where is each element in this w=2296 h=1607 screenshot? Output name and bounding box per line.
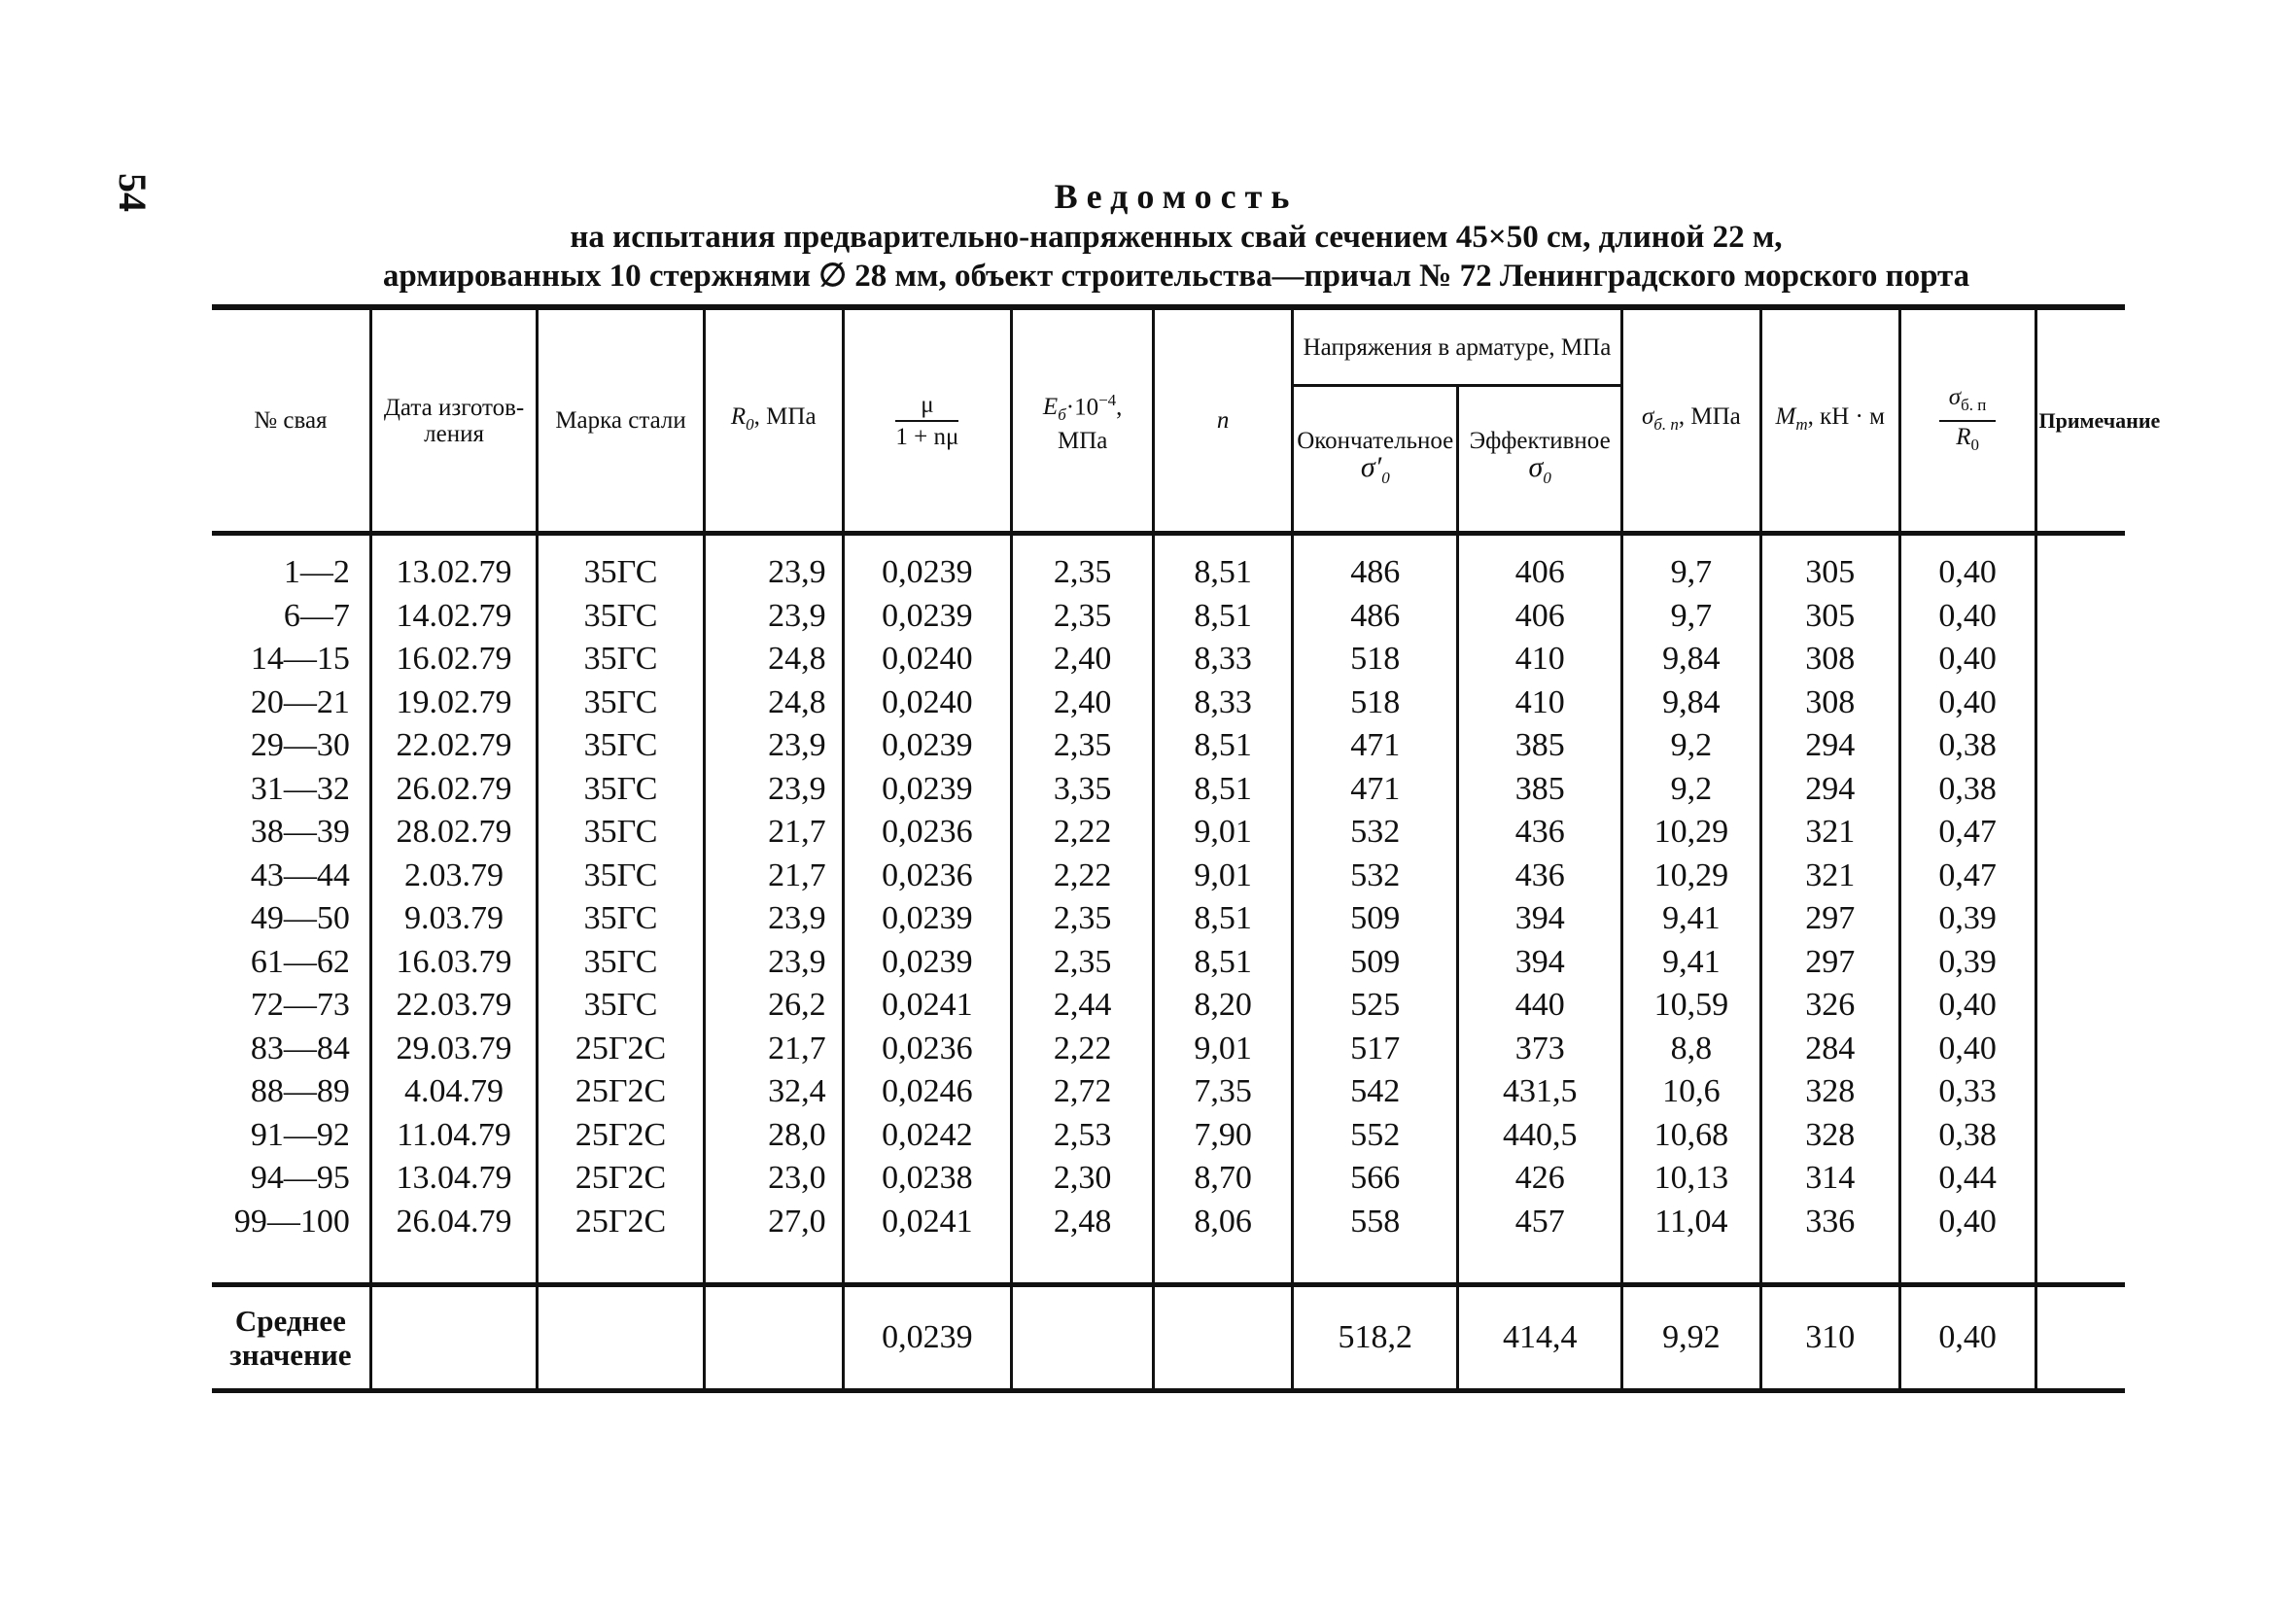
cell-eb: 2,40 [1012,638,1154,681]
cell-effective-stress: 394 [1458,941,1621,985]
cell-sigma-bp: 10,29 [1621,811,1760,855]
cell-sigma-bp: 10,59 [1621,984,1760,1028]
cell-n: 8,51 [1154,534,1293,595]
cell-effective-stress: 410 [1458,681,1621,725]
cell-date: 28.02.79 [370,811,537,855]
header-n: n [1154,307,1293,534]
cell-r0: 24,8 [704,681,843,725]
cell-steel-grade: 35ГС [538,941,704,985]
cell-eb: 2,44 [1012,984,1154,1028]
header-note: Примечание [2035,307,2125,534]
title-block [214,175,2139,296]
cell-effective-stress: 410 [1458,638,1621,681]
cell-eb: 2,40 [1012,681,1154,725]
cell-r0: 21,7 [704,855,843,898]
table-row [212,681,2125,725]
summary-date-cell [370,1285,537,1391]
cell-eb: 2,53 [1012,1114,1154,1158]
cell-eb: 2,22 [1012,855,1154,898]
cell-mt: 305 [1760,595,1899,639]
cell-mu-ratio: 0,0240 [843,638,1012,681]
cell-pile-no: 6—7 [283,597,350,634]
cell-ratio: 0,39 [1899,941,2035,985]
cell-note [2035,1070,2125,1114]
cell-eb: 2,30 [1012,1157,1154,1201]
cell-sigma-bp: 9,7 [1621,595,1760,639]
cell-eb: 2,35 [1012,941,1154,985]
cell-date: 22.03.79 [370,984,537,1028]
cell-note [2035,811,2125,855]
cell-r0: 23,9 [704,595,843,639]
cell-note [2035,1028,2125,1071]
cell-note [2035,897,2125,941]
cell-note [2035,941,2125,985]
document-subtitle-line-1: на испытания предварительно-напряженных свай сечением 45×50 см, длиной 22 м, [570,220,1783,255]
cell-mt: 294 [1760,724,1899,768]
summary-section [212,1285,2125,1391]
cell-ratio: 0,47 [1899,855,2035,898]
cell-final-stress: 509 [1293,941,1458,985]
cell-ratio: 0,40 [1899,1028,2035,1071]
cell-eb: 2,35 [1012,897,1154,941]
summary-eb-cell [1012,1285,1154,1391]
cell-final-stress: 471 [1293,724,1458,768]
cell-final-stress: 518 [1293,681,1458,725]
cell-n: 8,51 [1154,941,1293,985]
table-header [212,307,2161,534]
document-subtitle-line-2: армированных 10 стержнями ∅ 28 мм, объект строительства—причал № 72 Ленинградского морского порта [382,259,1970,294]
table-row [212,855,2125,898]
header-effective-stress: Эффективное $\sigma_0$ [1458,386,1621,534]
cell-eb: 2,22 [1012,1028,1154,1071]
cell-date: 19.02.79 [370,681,537,725]
cell-date: 26.02.79 [370,768,537,812]
cell-eb: 2,35 [1012,724,1154,768]
cell-pile-no: 38—39 [250,814,350,851]
cell-mu-ratio: 0,0236 [843,855,1012,898]
cell-effective-stress: 440,5 [1458,1114,1621,1158]
cell-date: 16.02.79 [370,638,537,681]
cell-mu-ratio: 0,0240 [843,681,1012,725]
cell-r0: 32,4 [704,1070,843,1114]
cell-ratio: 0,39 [1899,897,2035,941]
cell-pile-no: 61—62 [250,943,350,980]
cell-mt: 305 [1760,534,1899,595]
cell-eb: 2,72 [1012,1070,1154,1114]
cell-final-stress: 509 [1293,897,1458,941]
cell-mt: 314 [1760,1157,1899,1201]
summary-label: Среднее значение [212,1285,370,1391]
cell-date: 29.03.79 [370,1028,537,1071]
cell-date: 11.04.79 [370,1114,537,1158]
cell-mt: 336 [1760,1201,1899,1285]
cell-date: 13.02.79 [370,534,537,595]
cell-steel-grade: 25Г2С [538,1201,704,1285]
cell-final-stress: 518 [1293,638,1458,681]
cell-eb: 2,22 [1012,811,1154,855]
pile-test-table-container [212,304,2161,1393]
cell-effective-stress: 385 [1458,724,1621,768]
cell-ratio: 0,40 [1899,984,2035,1028]
cell-date: 9.03.79 [370,897,537,941]
cell-n: 7,35 [1154,1070,1293,1114]
cell-sigma-bp: 9,84 [1621,638,1760,681]
cell-sigma-bp: 9,41 [1621,897,1760,941]
cell-mt: 328 [1760,1070,1899,1114]
cell-r0: 23,0 [704,1157,843,1201]
cell-n: 9,01 [1154,1028,1293,1071]
header-steel-grade: Марка стали [538,307,704,534]
cell-pile-no: 20—21 [250,683,350,720]
cell-n: 8,70 [1154,1157,1293,1201]
cell-steel-grade: 35ГС [538,724,704,768]
cell-mt: 308 [1760,681,1899,725]
cell-effective-stress: 373 [1458,1028,1621,1071]
cell-date: 2.03.79 [370,855,537,898]
cell-pile-no: 31—32 [250,770,350,807]
cell-steel-grade: 35ГС [538,595,704,639]
header-ratio: $\frac{\sigma_{б. п}}{R_0}$ [1899,307,2035,534]
cell-effective-stress: 394 [1458,897,1621,941]
cell-sigma-bp: 9,41 [1621,941,1760,985]
cell-eb: 2,35 [1012,534,1154,595]
cell-steel-grade: 35ГС [538,638,704,681]
cell-mt: 284 [1760,1028,1899,1071]
table-row [212,941,2125,985]
cell-ratio: 0,40 [1899,681,2035,725]
header-r0: $R_0$, МПа [704,307,843,534]
cell-sigma-bp: 9,2 [1621,724,1760,768]
cell-final-stress: 517 [1293,1028,1458,1071]
cell-ratio: 0,40 [1899,638,2035,681]
cell-effective-stress: 440 [1458,984,1621,1028]
header-stress-group: Напряжения в арматуре, МПа [1293,307,1622,386]
cell-effective-stress: 406 [1458,534,1621,595]
cell-r0: 21,7 [704,811,843,855]
cell-r0: 23,9 [704,941,843,985]
cell-r0: 24,8 [704,638,843,681]
table-row [212,811,2125,855]
cell-mu-ratio: 0,0238 [843,1157,1012,1201]
cell-sigma-bp: 9,2 [1621,768,1760,812]
cell-r0: 27,0 [704,1201,843,1285]
table-row [212,595,2125,639]
cell-pile-no: 99—100 [233,1203,350,1240]
cell-steel-grade: 35ГС [538,897,704,941]
cell-steel-grade: 35ГС [538,855,704,898]
cell-pile-no: 14—15 [250,641,350,678]
table-row [212,534,2125,595]
cell-note [2035,724,2125,768]
pile-test-table [212,304,2161,1393]
cell-eb: 2,35 [1012,595,1154,639]
header-sigma-bp: $\sigma_{б. п}$, МПа [1621,307,1760,534]
summary-note-cell [2035,1285,2125,1391]
cell-sigma-bp: 10,68 [1621,1114,1760,1158]
cell-sigma-bp: 10,6 [1621,1070,1760,1114]
cell-mt: 328 [1760,1114,1899,1158]
cell-n: 8,51 [1154,768,1293,812]
cell-final-stress: 542 [1293,1070,1458,1114]
cell-r0: 23,9 [704,768,843,812]
cell-mt: 308 [1760,638,1899,681]
table-row [212,1114,2125,1158]
cell-sigma-bp: 9,7 [1621,534,1760,595]
cell-n: 8,33 [1154,638,1293,681]
cell-final-stress: 558 [1293,1201,1458,1285]
cell-sigma-bp: 10,29 [1621,855,1760,898]
cell-mu-ratio: 0,0236 [843,811,1012,855]
cell-note [2035,768,2125,812]
cell-final-stress: 486 [1293,534,1458,595]
cell-note [2035,855,2125,898]
cell-n: 9,01 [1154,855,1293,898]
page-number: 54 [111,173,155,212]
cell-date: 16.03.79 [370,941,537,985]
cell-ratio: 0,38 [1899,1114,2035,1158]
cell-note [2035,595,2125,639]
cell-effective-stress: 426 [1458,1157,1621,1201]
cell-mt: 321 [1760,855,1899,898]
cell-n: 7,90 [1154,1114,1293,1158]
cell-r0: 26,2 [704,984,843,1028]
cell-mt: 297 [1760,941,1899,985]
cell-r0: 23,9 [704,897,843,941]
cell-final-stress: 532 [1293,811,1458,855]
header-mu-ratio: $\frac{\mu}{1 + n\mu}$ [843,307,1012,534]
summary-effective: 414,4 [1458,1285,1621,1391]
header-date: Дата изготов-ления [370,307,537,534]
cell-pile-no: 83—84 [250,1030,350,1066]
cell-n: 8,20 [1154,984,1293,1028]
cell-effective-stress: 436 [1458,811,1621,855]
cell-final-stress: 471 [1293,768,1458,812]
cell-sigma-bp: 10,13 [1621,1157,1760,1201]
cell-steel-grade: 35ГС [538,768,704,812]
cell-pile-no: 94—95 [250,1160,350,1197]
cell-pile-no: 29—30 [250,727,350,764]
cell-ratio: 0,38 [1899,768,2035,812]
table-body [212,534,2125,1285]
header-mt: $M_т$, кН · м [1760,307,1899,534]
cell-steel-grade: 25Г2С [538,1114,704,1158]
table-row [212,768,2125,812]
table-row [212,1201,2125,1285]
cell-final-stress: 552 [1293,1114,1458,1158]
cell-date: 22.02.79 [370,724,537,768]
cell-sigma-bp: 8,8 [1621,1028,1760,1071]
cell-ratio: 0,44 [1899,1157,2035,1201]
cell-mu-ratio: 0,0242 [843,1114,1012,1158]
cell-date: 4.04.79 [370,1070,537,1114]
table-row [212,1028,2125,1071]
cell-pile-no: 72—73 [250,987,350,1024]
cell-n: 8,33 [1154,681,1293,725]
cell-n: 8,51 [1154,724,1293,768]
cell-ratio: 0,40 [1899,534,2035,595]
cell-eb: 2,48 [1012,1201,1154,1285]
cell-date: 13.04.79 [370,1157,537,1201]
summary-row [212,1285,2125,1391]
summary-r0-cell [704,1285,843,1391]
table-row [212,638,2125,681]
cell-pile-no: 1—2 [283,554,350,591]
cell-mt: 297 [1760,897,1899,941]
cell-steel-grade: 35ГС [538,984,704,1028]
cell-mt: 294 [1760,768,1899,812]
cell-n: 8,51 [1154,595,1293,639]
cell-mu-ratio: 0,0239 [843,897,1012,941]
cell-n: 8,06 [1154,1201,1293,1285]
summary-mu: 0,0239 [843,1285,1012,1391]
cell-note [2035,681,2125,725]
summary-sigma-bp: 9,92 [1621,1285,1760,1391]
cell-note [2035,984,2125,1028]
cell-effective-stress: 457 [1458,1201,1621,1285]
cell-mu-ratio: 0,0246 [843,1070,1012,1114]
cell-ratio: 0,40 [1899,595,2035,639]
cell-steel-grade: 35ГС [538,534,704,595]
cell-mt: 326 [1760,984,1899,1028]
header-eb: $E_б\cdot 10^{-4}$, МПа [1012,307,1154,534]
table-row [212,1157,2125,1201]
document-title: Ведомость [1054,177,1299,216]
cell-ratio: 0,33 [1899,1070,2035,1114]
cell-mu-ratio: 0,0239 [843,724,1012,768]
cell-ratio: 0,38 [1899,724,2035,768]
cell-sigma-bp: 11,04 [1621,1201,1760,1285]
summary-ratio: 0,40 [1899,1285,2035,1391]
cell-steel-grade: 35ГС [538,811,704,855]
cell-note [2035,1201,2125,1285]
summary-n-cell [1154,1285,1293,1391]
cell-eb: 3,35 [1012,768,1154,812]
cell-final-stress: 525 [1293,984,1458,1028]
cell-n: 8,51 [1154,897,1293,941]
cell-r0: 28,0 [704,1114,843,1158]
cell-sigma-bp: 9,84 [1621,681,1760,725]
cell-note [2035,1157,2125,1201]
cell-date: 14.02.79 [370,595,537,639]
summary-final: 518,2 [1293,1285,1458,1391]
cell-mt: 321 [1760,811,1899,855]
cell-ratio: 0,47 [1899,811,2035,855]
cell-note [2035,534,2125,595]
cell-effective-stress: 385 [1458,768,1621,812]
cell-mu-ratio: 0,0239 [843,941,1012,985]
cell-note [2035,1114,2125,1158]
header-pile-no: № свая [212,307,370,534]
cell-pile-no: 43—44 [250,856,350,893]
table-row [212,724,2125,768]
cell-ratio: 0,40 [1899,1201,2035,1285]
cell-r0: 23,9 [704,534,843,595]
cell-final-stress: 532 [1293,855,1458,898]
table-row [212,984,2125,1028]
cell-mu-ratio: 0,0241 [843,984,1012,1028]
table-row [212,1070,2125,1114]
cell-r0: 23,9 [704,724,843,768]
cell-mu-ratio: 0,0236 [843,1028,1012,1071]
cell-mu-ratio: 0,0239 [843,595,1012,639]
cell-final-stress: 566 [1293,1157,1458,1201]
cell-pile-no: 49—50 [250,900,350,937]
cell-effective-stress: 436 [1458,855,1621,898]
cell-steel-grade: 25Г2С [538,1070,704,1114]
table-row [212,897,2125,941]
cell-pile-no: 88—89 [250,1073,350,1110]
cell-mu-ratio: 0,0239 [843,534,1012,595]
cell-effective-stress: 406 [1458,595,1621,639]
header-final-stress: Окончательное $\sigma'_0$ [1293,386,1458,534]
cell-effective-stress: 431,5 [1458,1070,1621,1114]
cell-note [2035,638,2125,681]
cell-n: 9,01 [1154,811,1293,855]
cell-final-stress: 486 [1293,595,1458,639]
cell-steel-grade: 35ГС [538,681,704,725]
summary-steel-cell [538,1285,704,1391]
cell-r0: 21,7 [704,1028,843,1071]
cell-steel-grade: 25Г2С [538,1157,704,1201]
cell-mu-ratio: 0,0241 [843,1201,1012,1285]
cell-steel-grade: 25Г2С [538,1028,704,1071]
cell-pile-no: 91—92 [250,1116,350,1153]
cell-date: 26.04.79 [370,1201,537,1285]
summary-mt: 310 [1760,1285,1899,1391]
cell-mu-ratio: 0,0239 [843,768,1012,812]
